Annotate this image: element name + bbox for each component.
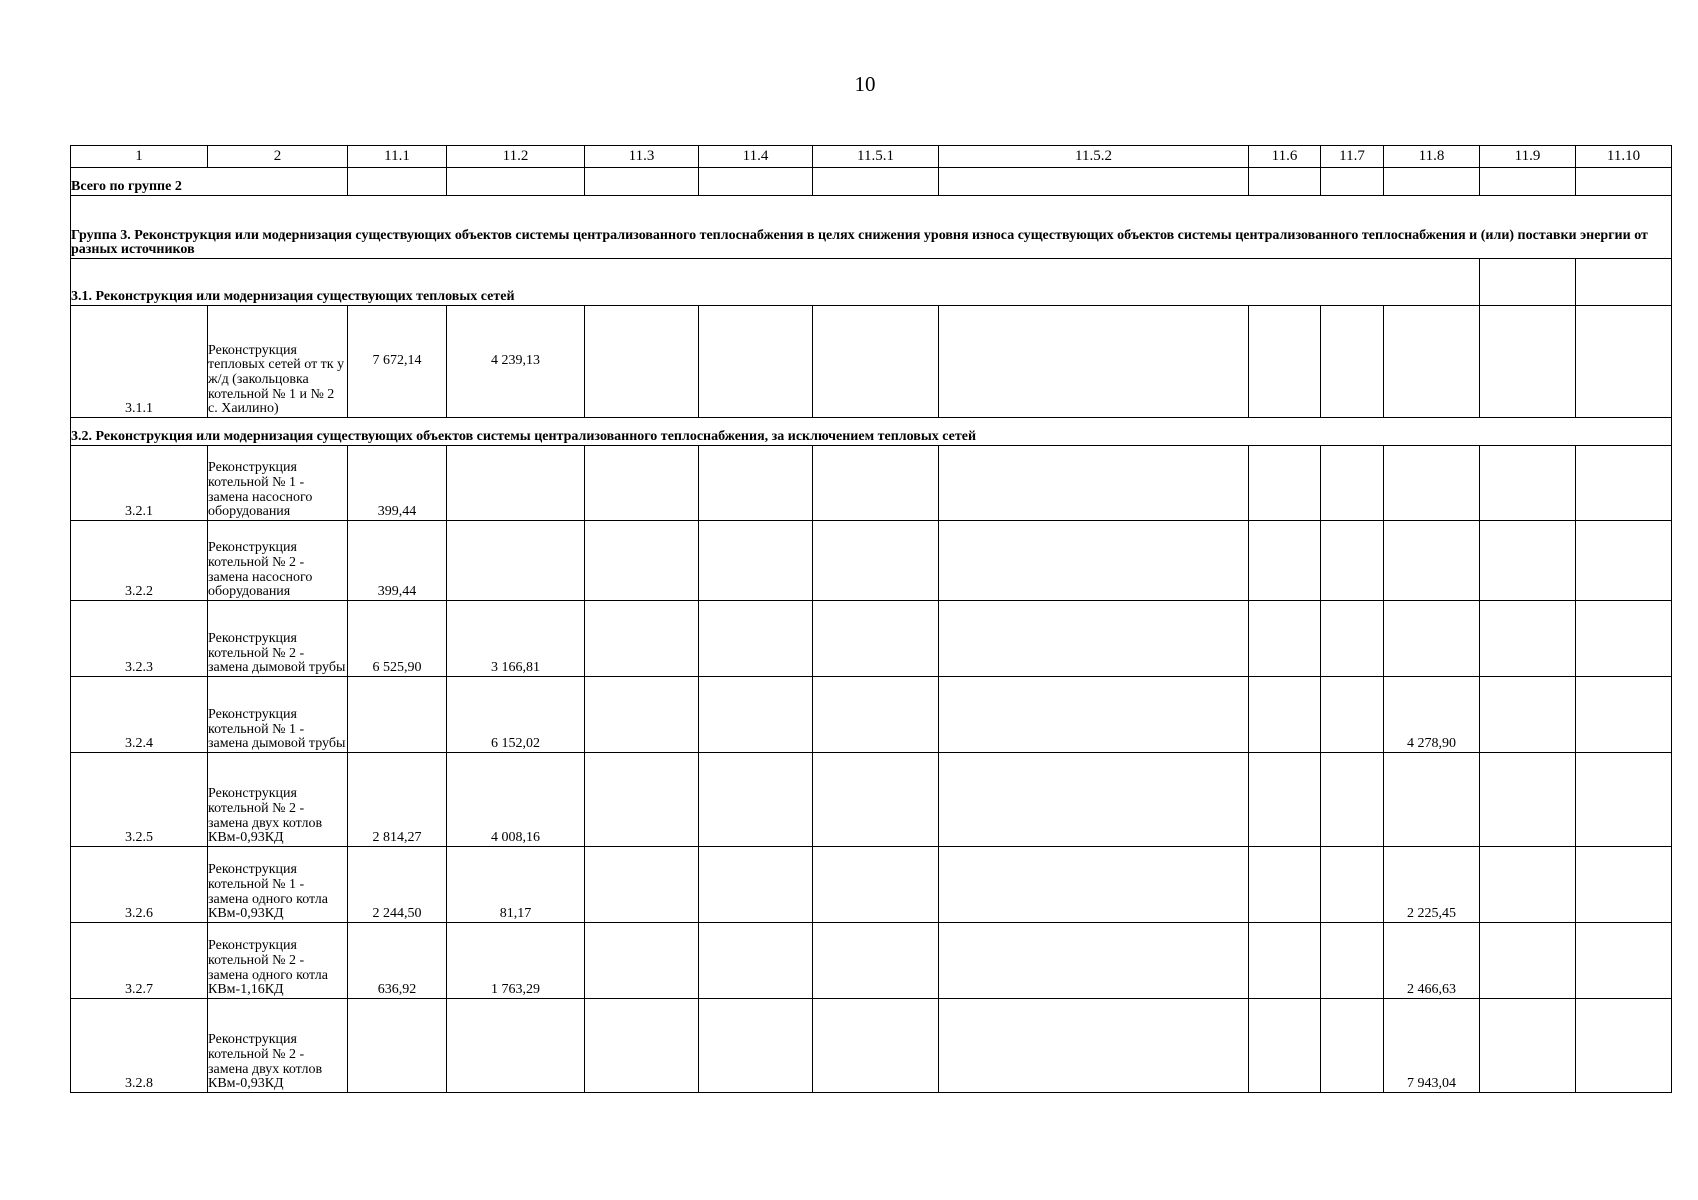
table-row: [71, 521, 1672, 601]
table-row: [71, 999, 1672, 1093]
section-3-2-title: 3.2. Реконструкция или модернизация существующих объектов системы централизованного теплоснабжения, за исключением тепловых сетей: [71, 418, 1672, 446]
page-number: 10: [854, 72, 876, 96]
value-11-1: 399,44: [348, 446, 447, 521]
value-11-8: [1384, 753, 1480, 847]
section-3-1-title: 3.1. Реконструкция или модернизация существующих тепловых сетей: [71, 259, 1480, 306]
value-11-2: 4 239,13: [447, 306, 585, 418]
row-code: 3.1.1: [71, 306, 208, 418]
value-11-8: [1384, 521, 1480, 601]
column-header: 11.5.2: [939, 146, 1249, 168]
value-11-8: 2 225,45: [1384, 847, 1480, 923]
row-code: 3.2.8: [71, 999, 208, 1093]
row-name: Реконструкция котельной № 1 - замена насосного оборудования: [208, 446, 348, 521]
column-header: 1: [71, 146, 208, 168]
column-header: 11.7: [1321, 146, 1384, 168]
value-11-2: 81,17: [447, 847, 585, 923]
value-11-2: [447, 446, 585, 521]
row-code: 3.2.6: [71, 847, 208, 923]
value-11-2: [447, 521, 585, 601]
row-code: 3.2.7: [71, 923, 208, 999]
column-number-row: [71, 146, 1672, 168]
column-header: 11.4: [699, 146, 813, 168]
table-row: [71, 446, 1672, 521]
value-11-1: 7 672,14: [348, 306, 447, 418]
column-header: 11.3: [585, 146, 699, 168]
row-code: 3.2.2: [71, 521, 208, 601]
row-code: 3.2.1: [71, 446, 208, 521]
value-11-1: 636,92: [348, 923, 447, 999]
row-name: Реконструкция котельной № 2 - замена насосного оборудования: [208, 521, 348, 601]
value-11-1: [348, 999, 447, 1093]
column-header: 2: [208, 146, 348, 168]
value-11-8: 2 466,63: [1384, 923, 1480, 999]
group3-title-row: [71, 196, 1672, 259]
investment-table: [70, 145, 1672, 1093]
table-row: [71, 923, 1672, 999]
row-name: Реконструкция котельной № 1 - замена одного котла КВм-0,93КД: [208, 847, 348, 923]
section-3-2-row: [71, 418, 1672, 446]
section-3-1-row: [71, 259, 1672, 306]
column-header: 11.10: [1576, 146, 1672, 168]
table-row: [71, 677, 1672, 753]
value-11-1: [348, 677, 447, 753]
row-name: Реконструкция котельной № 2 - замена двух котлов КВм-0,93КД: [208, 753, 348, 847]
row-name: Реконструкция котельной № 2 - замена дымовой трубы: [208, 601, 348, 677]
table-row: [71, 847, 1672, 923]
value-11-2: 4 008,16: [447, 753, 585, 847]
value-11-2: 1 763,29: [447, 923, 585, 999]
row-code: 3.2.3: [71, 601, 208, 677]
value-11-8: 4 278,90: [1384, 677, 1480, 753]
value-11-8: [1384, 601, 1480, 677]
value-11-2: 6 152,02: [447, 677, 585, 753]
value-11-2: 3 166,81: [447, 601, 585, 677]
column-header: 11.9: [1480, 146, 1576, 168]
table-row: [71, 601, 1672, 677]
total-group2-row: [71, 168, 1672, 196]
row-name: Реконструкция котельной № 2 - замена одного котла КВм-1,16КД: [208, 923, 348, 999]
value-11-8: 7 943,04: [1384, 999, 1480, 1093]
value-11-2: [447, 999, 585, 1093]
column-header: 11.1: [348, 146, 447, 168]
column-header: 11.6: [1249, 146, 1321, 168]
row-code: 3.2.5: [71, 753, 208, 847]
row-code: 3.2.4: [71, 677, 208, 753]
value-11-1: 399,44: [348, 521, 447, 601]
column-header: 11.8: [1384, 146, 1480, 168]
value-11-1: 2 814,27: [348, 753, 447, 847]
row-name: Реконструкция котельной № 1 - замена дымовой трубы: [208, 677, 348, 753]
group3-title: Группа 3. Реконструкция или модернизация существующих объектов системы централизованного теплоснабжения в целях снижения уровня износа существующих объектов системы централизованного теплоснабжения и (или) поставки энергии от разных источников: [71, 196, 1672, 259]
table-row: [71, 306, 1672, 418]
row-name: Реконструкция котельной № 2 - замена двух котлов КВм-0,93КД: [208, 999, 348, 1093]
row-name: Реконструкция тепловых сетей от тк у ж/д (закольцовка котельной № 1 и № 2 с. Хаилино): [208, 306, 348, 418]
value-11-8: [1384, 446, 1480, 521]
column-header: 11.5.1: [813, 146, 939, 168]
table-row: [71, 753, 1672, 847]
value-11-8: [1384, 306, 1480, 418]
value-11-1: 2 244,50: [348, 847, 447, 923]
total-group2-label: Всего по группе 2: [71, 168, 348, 196]
value-11-1: 6 525,90: [348, 601, 447, 677]
column-header: 11.2: [447, 146, 585, 168]
